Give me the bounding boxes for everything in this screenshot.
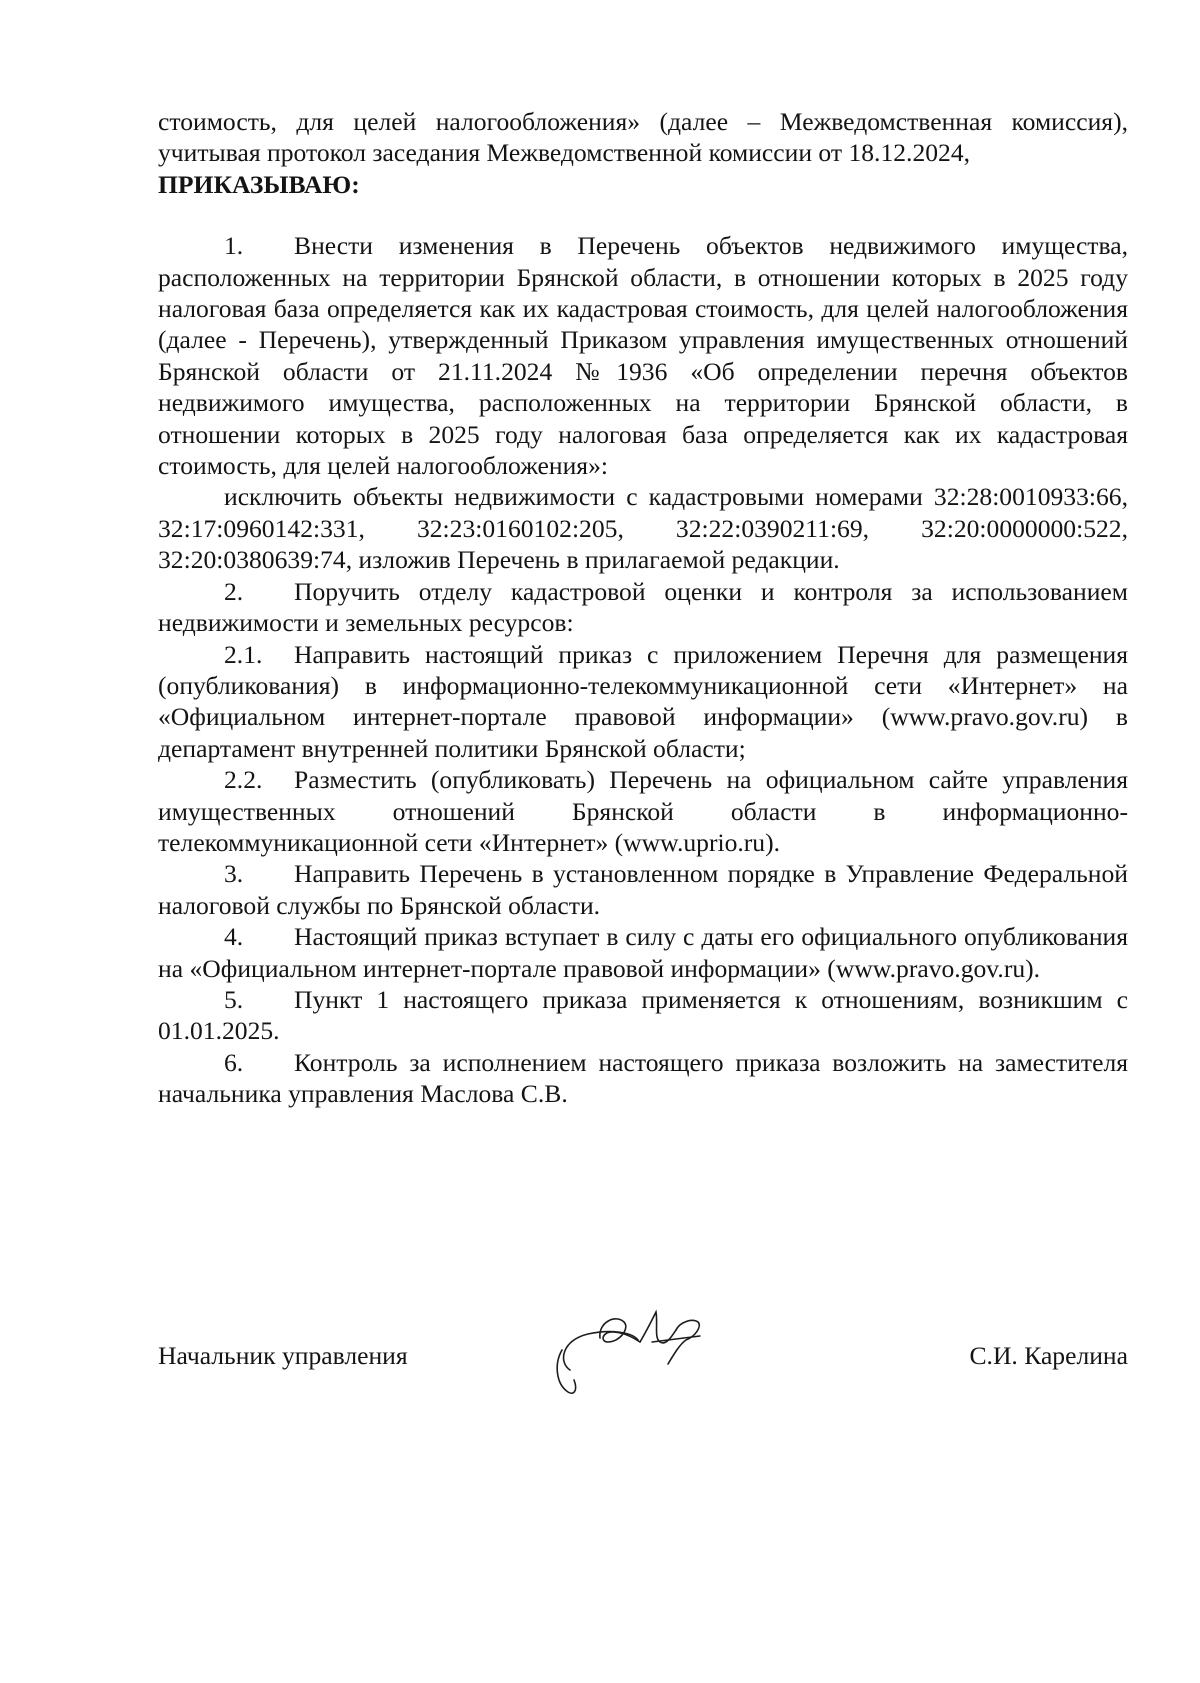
item-5 — [158, 984, 1128, 1047]
item-2 — [158, 576, 1128, 639]
item-number: 2. — [224, 576, 244, 606]
document-body — [158, 106, 1128, 1110]
signatory-position: Начальник управления — [158, 1341, 408, 1370]
item-number: 2.2. — [224, 765, 263, 795]
signature-block — [158, 1322, 1128, 1402]
item-number: 3. — [224, 859, 244, 889]
item-6 — [158, 1047, 1128, 1110]
signatory-name: С.И. Карелина — [969, 1341, 1128, 1370]
item-number: 2.1. — [224, 639, 263, 669]
item-number: 4. — [224, 922, 244, 952]
item-number: 6. — [224, 1047, 244, 1077]
item-text: Направить Перечень в установленном порядке в Управление Федеральной налоговой службы по Брянской области. — [158, 859, 1128, 920]
item-text: Внести изменения в Перечень объектов недвижимого имущества, расположенных на территории Брянской области, в отношении которых в 2025 году налоговая база определяется как их кадастровая стоимость, для целей налогообложения (далее - Перечень), утвержденный Приказом управления имущественных отношений Брянской области от 21.11.2024 №1936 «Об определении перечня объектов недвижимого имущества, расположенных на территории Брянской области, в отношении которых в 2025 году налоговая база определяется как их кадастровая стоимость, для целей налогообложения»: — [158, 231, 1128, 481]
item-2-1 — [158, 639, 1128, 765]
item-1 — [158, 230, 1128, 481]
handwritten-signature — [540, 1292, 740, 1402]
item-number: 5. — [224, 984, 244, 1014]
item-text: Контроль за исполнением настоящего приказа возложить на заместителя начальника управления Маслова С.В. — [158, 1047, 1128, 1109]
intro-paragraph: стоимость, для целей налогообложения» (далее – Межведомственная комиссия), учитывая протокол заседания Межведомственной комиссии от 18.12.2024, — [158, 107, 1128, 168]
item-number: 1. — [224, 231, 244, 261]
item-text: Пункт 1 настоящего приказа применяется к отношениям, возникшим с 01.01.2025. — [158, 984, 1128, 1046]
item-2-2 — [158, 764, 1128, 858]
order-heading: ПРИКАЗЫВАЮ: — [158, 169, 360, 199]
item-text: Направить настоящий приказ с приложением Перечня для размещения (опубликования) в информационно-телекоммуникационной сети «Интернет» на «Официальном интернет-портале правовой информации» (www.pravo.gov.ru) в департамент внутренней политики Брянской области; — [158, 639, 1128, 763]
item-4 — [158, 921, 1128, 984]
item-text: Настоящий приказ вступает в силу с даты его официального опубликования на «Официальном интернет-портале правовой информации» (www.pravo.gov.ru). — [158, 922, 1128, 983]
item-1-exclusion — [158, 481, 1128, 575]
item-text: Поручить отделу кадастровой оценки и контроля за использованием недвижимости и земельных ресурсов: — [158, 576, 1128, 638]
item-text: Разместить (опубликовать) Перечень на официальном сайте управления имущественных отношений Брянской области в информационно-телекоммуникационной сети «Интернет» (www.uprio.ru). — [158, 765, 1128, 857]
item-3 — [158, 858, 1128, 921]
item-text: исключить объекты недвижимости с кадастровыми номерами 32:28:0010933:66, 32:17:0960142:331, 32:23:0160102:205, 32:22:0390211:69, 32:20:0000000:522, 32:20:0380639:74, изложив Перечень в прилагаемой редакции. — [158, 482, 1128, 575]
